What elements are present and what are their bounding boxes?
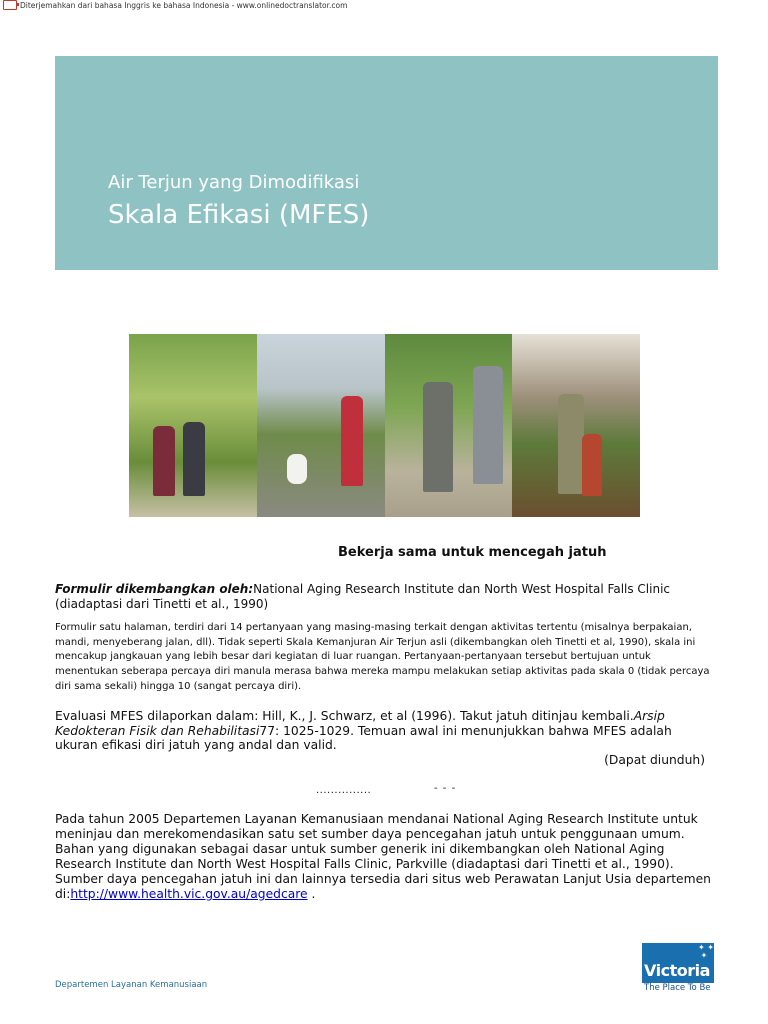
footer-department: Departemen Layanan Kemanusiaan xyxy=(55,980,208,990)
journal-name: Arsip Kedokteran Fisik dan Rehabilitasi xyxy=(55,709,665,738)
credit-text: National Aging Research Institute dan North West Hospital Falls Clinic (diadaptasi dari Tinetti et al., 1990) xyxy=(55,582,671,611)
translation-notice xyxy=(3,0,347,10)
funding-paragraph xyxy=(55,812,715,902)
translation-notice-text: Diterjemahkan dari bahasa Inggris ke bahasa Indonesia - www.onlinedoctranslator.com xyxy=(20,0,348,10)
funding-text: Pada tahun 2005 Departemen Layanan Kemanusiaan mendanai National Aging Research Institute untuk meninjau dan merekomendasikan satu set sumber daya pencegahan jatuh untuk penggunaan umum. Bahan yang digunakan sebagai dasar untuk sumber generik ini dikembangkan oleh National Aging Research Institute dan North West Hospital Falls Clinic, Parkville (diadaptasi dari Tinetti et al., 1990). Sumber daya pencegahan jatuh ini dan lainnya tersedia dari situs web Perawatan Lanjut Usia departemen di: xyxy=(55,812,711,901)
logo-slogan: The Place To Be xyxy=(644,983,711,993)
separator-dots: ............... xyxy=(316,785,372,796)
description-paragraph: Formulir satu halaman, terdiri dari 14 pertanyaan yang masing-masing terkait dengan aktivitas tertentu (misalnya berpakaian, mandi, menyeberang jalan, dll). Tidak seperti Skala Kemanjuran Air Terjun asli (dikembangkan oleh Tinetti et al, 1990), skala ini mencakup jangkauan yang lebih besar dari kegiatan di luar ruangan. Pertanyaan-pertanyaan tersebut bertujuan untuk menentukan seberapa percaya diri manula merasa bahwa mereka mampu melakukan setiap aktivitas pada skala 0 (tidak percaya diri sama sekali) hingga 10 (sangat percaya diri). xyxy=(55,622,710,692)
banner-title: Skala Efikasi (MFES) xyxy=(108,200,370,230)
logo-name: Victoria xyxy=(644,961,710,980)
photo-strip xyxy=(129,334,640,517)
photo-woman-with-dogs xyxy=(257,334,385,517)
banner-subtitle: Air Terjun yang Dimodifikasi xyxy=(108,172,360,193)
tagline: Bekerja sama untuk mencegah jatuh xyxy=(338,545,607,560)
evaluation-paragraph xyxy=(55,709,715,753)
stars-icon: ✦ ✦ ✦ xyxy=(698,943,714,960)
credit-label: Formulir dikembangkan oleh: xyxy=(55,582,254,596)
photo-couple-walking xyxy=(129,334,257,517)
agedcare-link[interactable]: http://www.health.vic.gov.au/agedcare xyxy=(70,887,308,901)
photo-men-playing-bocce xyxy=(385,334,513,517)
title-banner xyxy=(55,56,718,270)
download-note: (Dapat diunduh) xyxy=(604,753,705,767)
evaluation-text-2: 77: 1025-1029. Temuan awal ini menunjukkan bahwa MFES adalah ukuran efikasi diri jatuh yang andal dan valid. xyxy=(55,723,672,753)
victoria-logo xyxy=(642,943,716,994)
photo-gardening xyxy=(512,334,640,517)
evaluation-text-1: Evaluasi MFES dilaporkan dalam: Hill, K., J. Schwarz, et al (1996). Takut jatuh ditinjau kembali. xyxy=(55,709,634,723)
pdf-icon xyxy=(3,0,17,10)
separator-dash: - - - xyxy=(434,783,457,794)
funding-end: . xyxy=(307,887,316,901)
credit-paragraph xyxy=(55,582,715,612)
